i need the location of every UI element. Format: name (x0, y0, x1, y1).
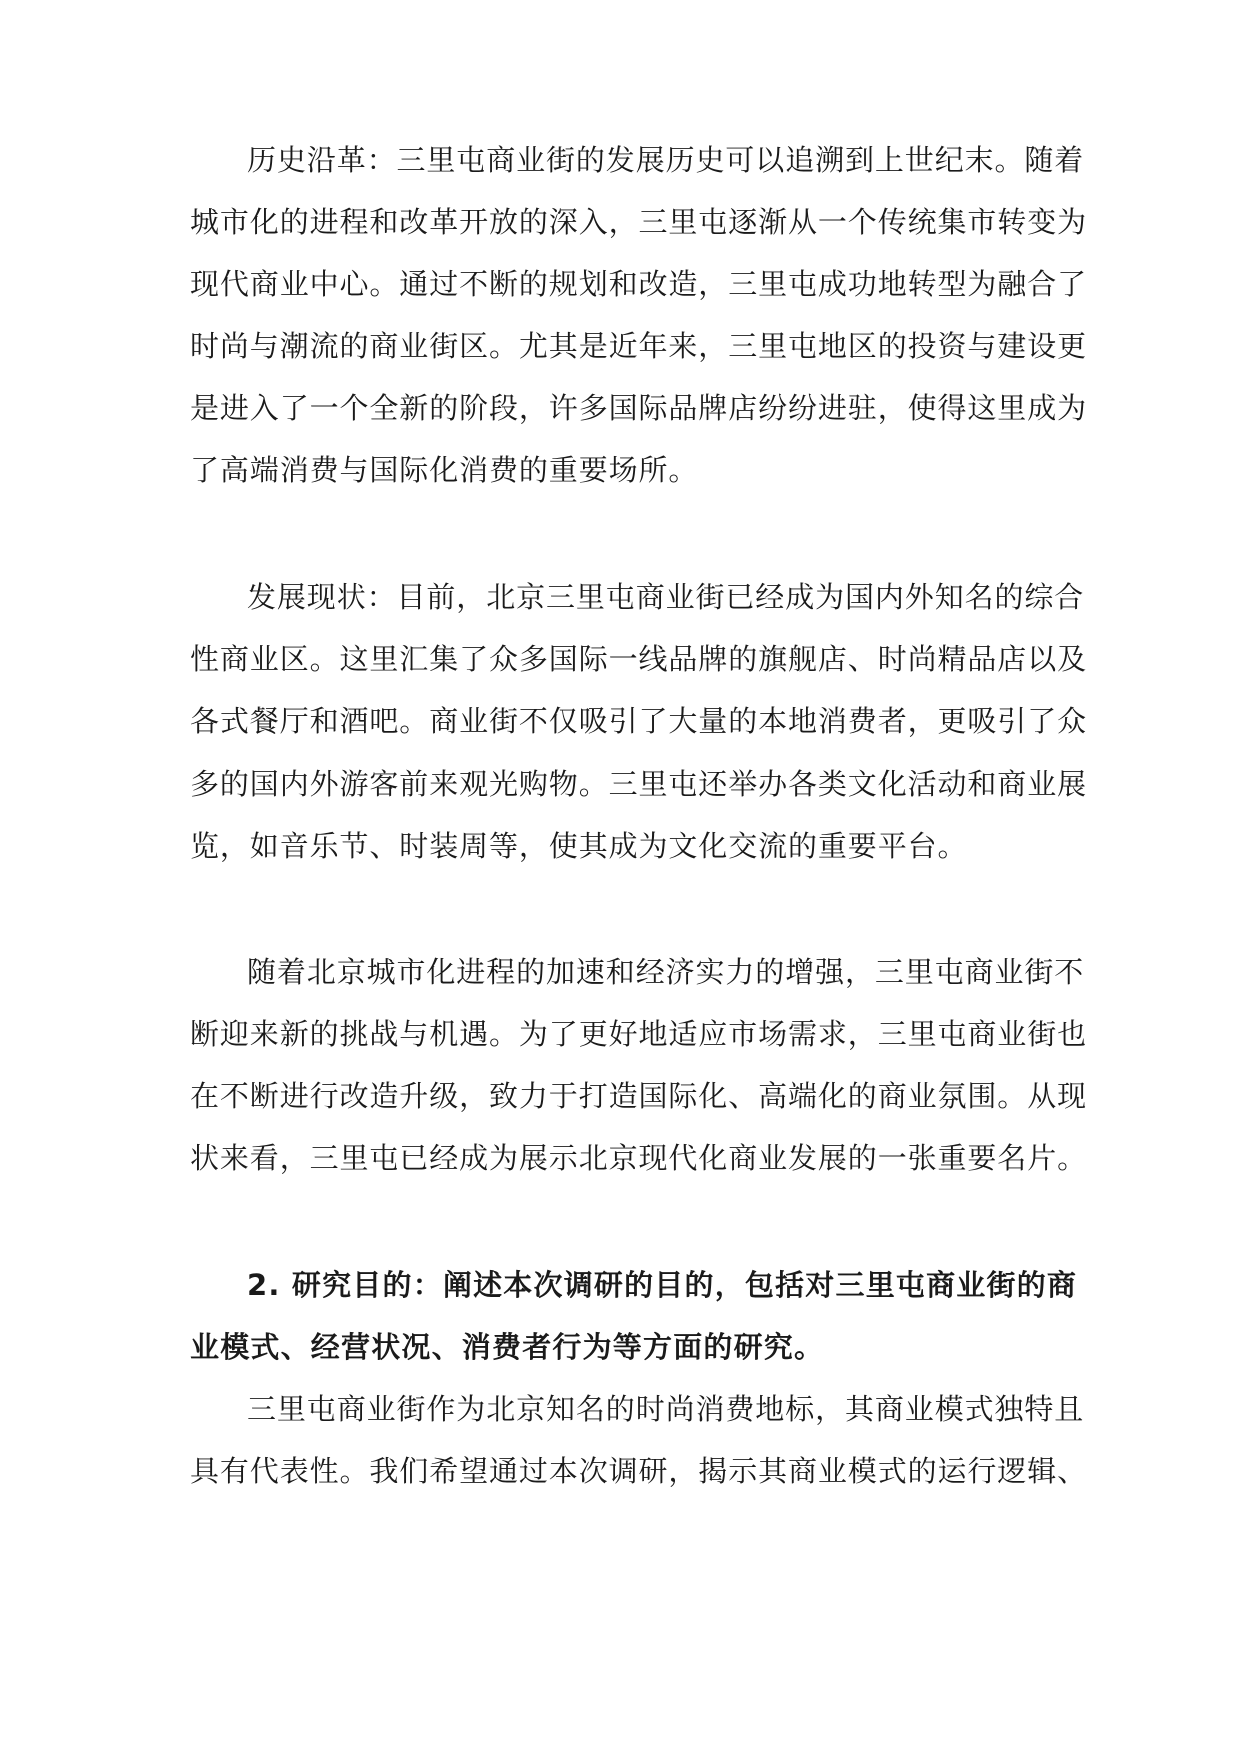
paragraph-2-line-4: 多的国内外游客前来观光购物。三里屯还举办各类文化活动和商业展 (190, 767, 1088, 801)
paragraph-4-line-1: 三里屯商业街作为北京知名的时尚消费地标，其商业模式独特且 (247, 1392, 1085, 1426)
paragraph-1-line-6: 了高端消费与国际化消费的重要场所。 (190, 453, 699, 487)
paragraph-2-line-5: 览，如音乐节、时装周等，使其成为文化交流的重要平台。 (190, 829, 968, 863)
paragraph-2-line-3: 各式餐厅和酒吧。商业街不仅吸引了大量的本地消费者，更吸引了众 (190, 704, 1088, 738)
paragraph-3-line-1: 随着北京城市化进程的加速和经济实力的增强，三里屯商业街不 (247, 955, 1085, 989)
section-heading-line-2: 业模式、经营状况、消费者行为等方面的研究。 (190, 1330, 825, 1364)
paragraph-3-line-4: 状来看，三里屯已经成为展示北京现代化商业发展的一张重要名片。 (190, 1141, 1088, 1175)
paragraph-1-line-5: 是进入了一个全新的阶段，许多国际品牌店纷纷进驻，使得这里成为 (190, 391, 1088, 425)
paragraph-2-line-1: 发展现状：目前，北京三里屯商业街已经成为国内外知名的综合 (247, 580, 1085, 614)
paragraph-1-line-1: 历史沿革：三里屯商业街的发展历史可以追溯到上世纪末。随着 (247, 143, 1085, 177)
paragraph-4-line-2: 具有代表性。我们希望通过本次调研，揭示其商业模式的运行逻辑、 (190, 1454, 1088, 1488)
paragraph-1-line-2: 城市化的进程和改革开放的深入，三里屯逐渐从一个传统集市转变为 (190, 205, 1088, 239)
paragraph-1-line-4: 时尚与潮流的商业街区。尤其是近年来，三里屯地区的投资与建设更 (190, 329, 1088, 363)
paragraph-1-line-3: 现代商业中心。通过不断的规划和改造，三里屯成功地转型为融合了 (190, 267, 1088, 301)
section-heading-line-1: 2. 研究目的：阐述本次调研的目的，包括对三里屯商业街的商 (247, 1268, 1078, 1302)
paragraph-3-line-3: 在不断进行改造升级，致力于打造国际化、高端化的商业氛围。从现 (190, 1079, 1088, 1113)
paragraph-2-line-2: 性商业区。这里汇集了众多国际一线品牌的旗舰店、时尚精品店以及 (190, 642, 1088, 676)
paragraph-3-line-2: 断迎来新的挑战与机遇。为了更好地适应市场需求，三里屯商业街也 (190, 1017, 1088, 1051)
